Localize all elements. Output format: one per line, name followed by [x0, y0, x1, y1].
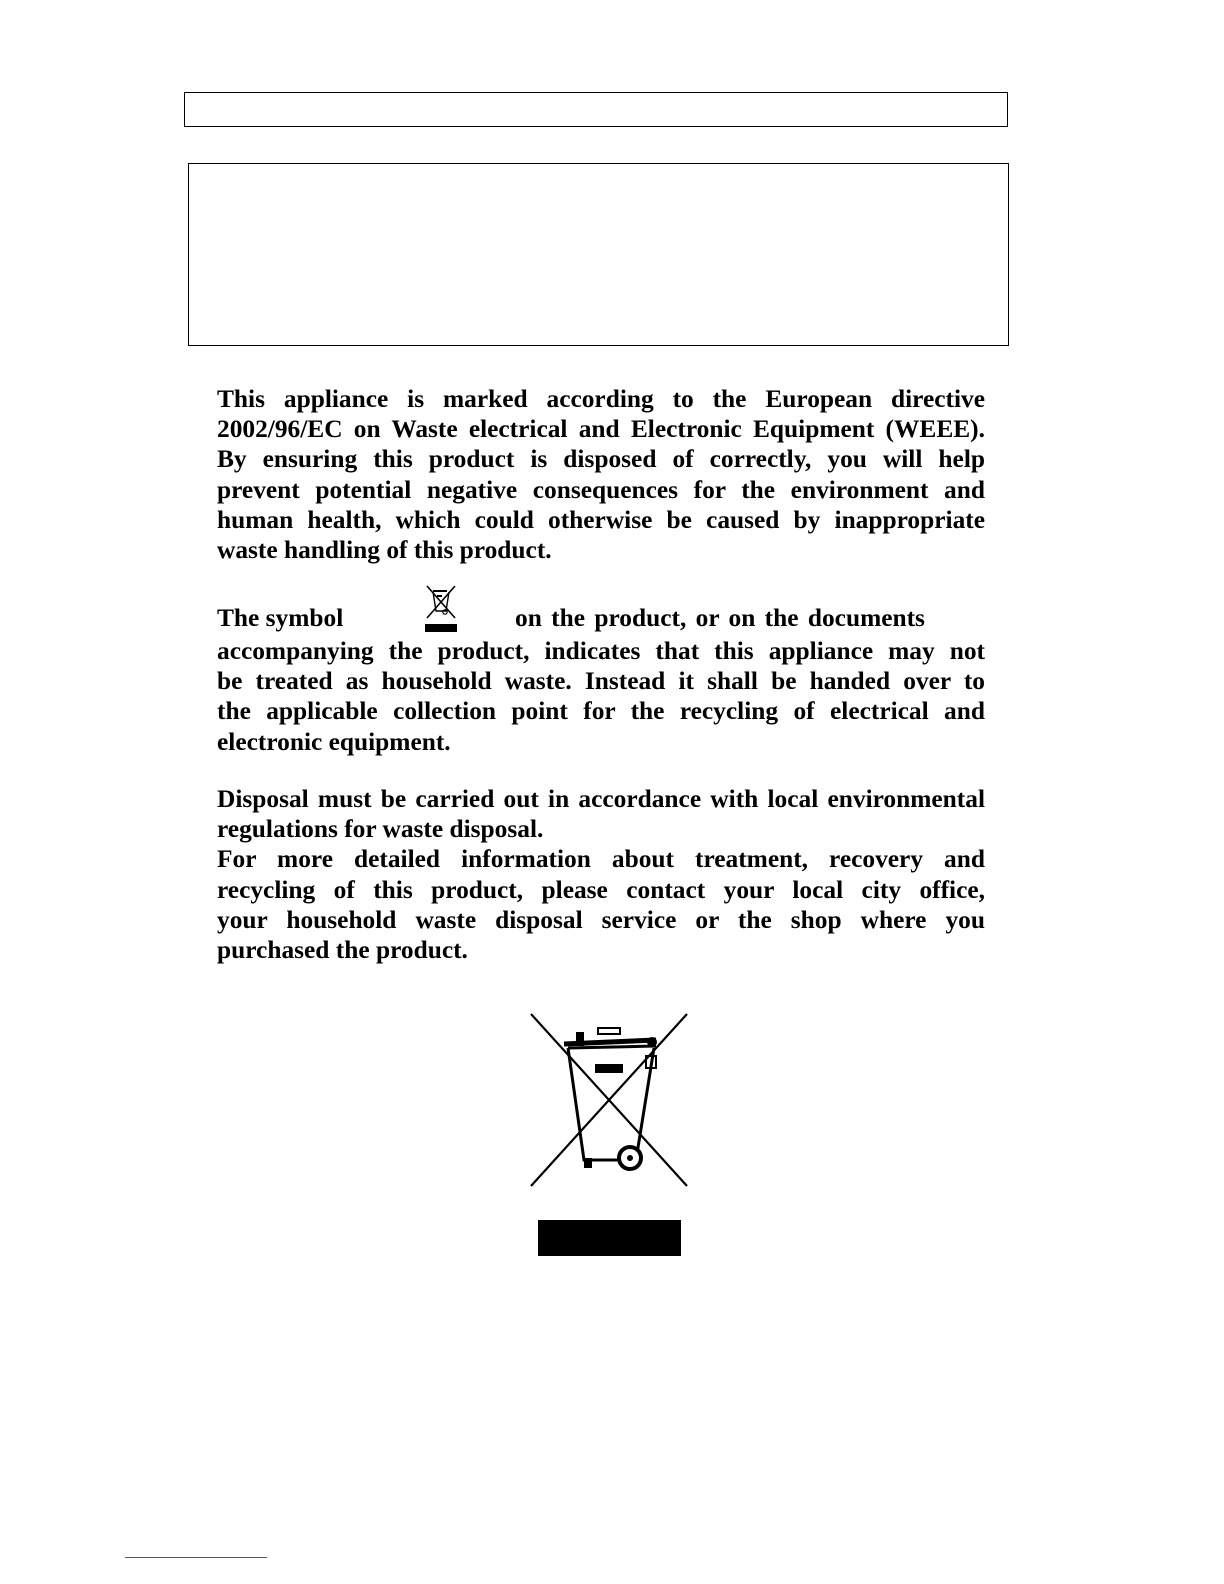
text-line: waste handling of this product. [217, 536, 552, 565]
symbol-sentence [217, 584, 985, 644]
text-line: your household waste disposal service or the shop where you [217, 905, 985, 934]
symbol-prefix: The symbol [217, 604, 344, 632]
text-line: 2002/96/EC on Waste electrical and Electronic Equipment (WEEE). [217, 415, 985, 444]
notice-frame [188, 163, 1009, 346]
crossed-out-wheelie-bin-icon [423, 584, 459, 636]
text-line: recycling of this product, please contact your local city office, [217, 875, 985, 904]
text-line: accompanying the product, indicates that this appliance may not [217, 637, 985, 665]
symbol-suffix: on the product, or on the documents [515, 604, 925, 632]
text-line: Disposal must be carried out in accordance with local environmental [217, 785, 985, 813]
text-line: This appliance is marked according to the European directive [217, 385, 985, 413]
text-line: For more detailed information about treatment, recovery and [217, 845, 985, 874]
paragraph-directive [217, 384, 985, 565]
text-line: be treated as household waste. Instead it shall be handed over to [217, 667, 985, 696]
text-line: purchased the product. [217, 936, 468, 965]
paragraph-collection [217, 636, 985, 757]
header-frame [184, 92, 1008, 127]
text-line: the applicable collection point for the recycling of electrical and [217, 697, 985, 726]
text-line: human health, which could otherwise be caused by inappropriate [217, 505, 985, 534]
text-line: regulations for waste disposal. [217, 815, 544, 844]
text-line: prevent potential negative consequences for the environment and [217, 475, 985, 504]
text-line: electronic equipment. [217, 727, 451, 756]
crossed-out-wheelie-bin-icon [528, 1012, 690, 1260]
weee-notice [217, 384, 985, 965]
footer-rule [125, 1557, 267, 1558]
text-line: By ensuring this product is disposed of correctly, you will help [217, 445, 985, 474]
paragraph-disposal [217, 784, 985, 965]
